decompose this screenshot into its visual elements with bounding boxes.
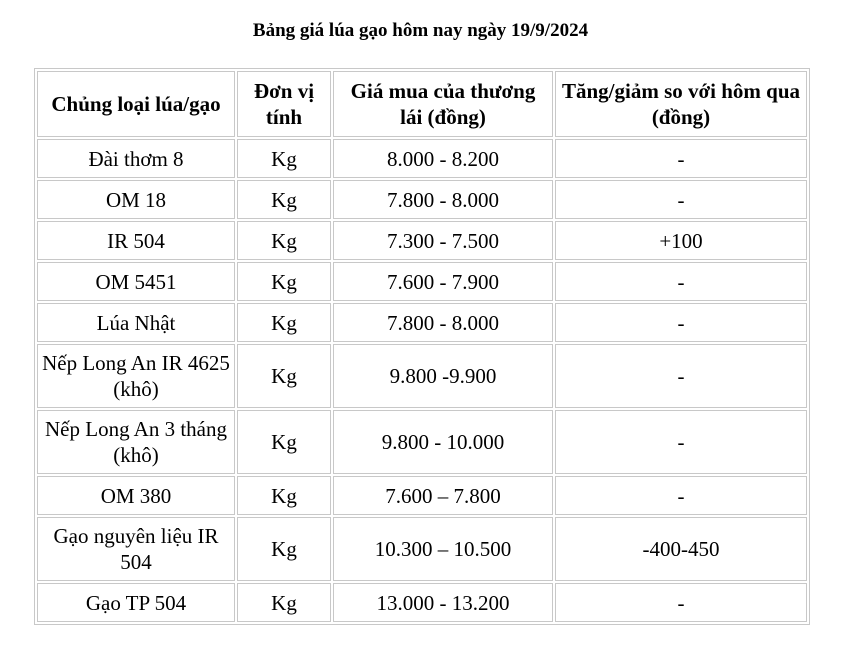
cell-price: 7.600 - 7.900 bbox=[333, 262, 553, 301]
cell-rice-type: Nếp Long An IR 4625 (khô) bbox=[37, 344, 235, 408]
cell-rice-type: Đài thơm 8 bbox=[37, 139, 235, 178]
cell-unit: Kg bbox=[237, 221, 331, 260]
cell-price: 13.000 - 13.200 bbox=[333, 583, 553, 622]
table-row bbox=[37, 303, 807, 342]
header-trader-price: Giá mua của thương lái (đồng) bbox=[333, 71, 553, 137]
cell-unit: Kg bbox=[237, 303, 331, 342]
cell-price: 9.800 - 10.000 bbox=[333, 410, 553, 474]
cell-unit: Kg bbox=[237, 180, 331, 219]
cell-rice-type: IR 504 bbox=[37, 221, 235, 260]
cell-unit: Kg bbox=[237, 139, 331, 178]
cell-price: 9.800 -9.900 bbox=[333, 344, 553, 408]
table-row bbox=[37, 583, 807, 622]
cell-change: +100 bbox=[555, 221, 807, 260]
table-row bbox=[37, 262, 807, 301]
table-row bbox=[37, 476, 807, 515]
table-title: Bảng giá lúa gạo hôm nay ngày 19/9/2024 bbox=[252, 20, 589, 41]
cell-unit: Kg bbox=[237, 410, 331, 474]
cell-unit: Kg bbox=[237, 262, 331, 301]
header-change: Tăng/giảm so với hôm qua (đồng) bbox=[555, 71, 807, 137]
table-row bbox=[37, 139, 807, 178]
cell-price: 7.800 - 8.000 bbox=[333, 180, 553, 219]
cell-price: 7.300 - 7.500 bbox=[333, 221, 553, 260]
cell-unit: Kg bbox=[237, 476, 331, 515]
cell-price: 7.600 – 7.800 bbox=[333, 476, 553, 515]
table-row bbox=[37, 180, 807, 219]
cell-change: - bbox=[555, 180, 807, 219]
cell-unit: Kg bbox=[237, 517, 331, 581]
rice-price-table bbox=[34, 68, 810, 625]
cell-change: - bbox=[555, 410, 807, 474]
cell-price: 7.800 - 8.000 bbox=[333, 303, 553, 342]
cell-change: - bbox=[555, 262, 807, 301]
cell-price: 8.000 - 8.200 bbox=[333, 139, 553, 178]
cell-price: 10.300 – 10.500 bbox=[333, 517, 553, 581]
cell-change: -400-450 bbox=[555, 517, 807, 581]
cell-rice-type: Nếp Long An 3 tháng (khô) bbox=[37, 410, 235, 474]
table-row bbox=[37, 221, 807, 260]
cell-rice-type: OM 18 bbox=[37, 180, 235, 219]
table-header-row bbox=[37, 71, 807, 137]
table-row bbox=[37, 517, 807, 581]
cell-change: - bbox=[555, 344, 807, 408]
table-row bbox=[37, 344, 807, 408]
cell-unit: Kg bbox=[237, 583, 331, 622]
cell-rice-type: Gạo TP 504 bbox=[37, 583, 235, 622]
cell-change: - bbox=[555, 583, 807, 622]
header-unit: Đơn vị tính bbox=[237, 71, 331, 137]
table-row bbox=[37, 410, 807, 474]
header-rice-type: Chủng loại lúa/gạo bbox=[37, 71, 235, 137]
cell-change: - bbox=[555, 476, 807, 515]
cell-rice-type: OM 5451 bbox=[37, 262, 235, 301]
cell-rice-type: Lúa Nhật bbox=[37, 303, 235, 342]
cell-rice-type: Gạo nguyên liệu IR 504 bbox=[37, 517, 235, 581]
cell-change: - bbox=[555, 303, 807, 342]
cell-unit: Kg bbox=[237, 344, 331, 408]
cell-rice-type: OM 380 bbox=[37, 476, 235, 515]
cell-change: - bbox=[555, 139, 807, 178]
